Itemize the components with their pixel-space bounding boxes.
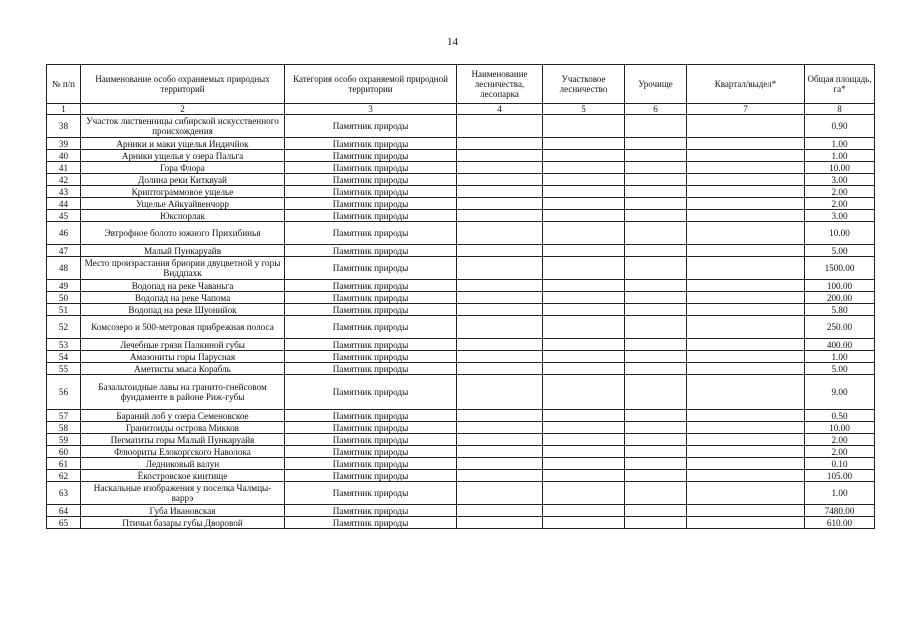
total-area: 2.00 [805,446,875,458]
territory-name: Лечебные грязи Палкиной губы [81,339,285,351]
row-number: 54 [47,351,81,363]
total-area: 9.00 [805,375,875,410]
territory-name: Комсозеро и 500-метровая прибрежная полоса [81,316,285,339]
forestry-name [457,210,543,222]
total-area: 10.00 [805,222,875,245]
forestry-name [457,245,543,257]
forestry-name [457,304,543,316]
row-number: 51 [47,304,81,316]
district-forestry [543,363,625,375]
quarter-section [687,351,805,363]
district-forestry [543,351,625,363]
quarter-section [687,505,805,517]
table-row [47,162,875,174]
district-forestry [543,482,625,505]
district-forestry [543,150,625,162]
territory-category: Памятник природы [285,316,457,339]
column-header: Общая площадь, га* [805,65,875,104]
forestry-name [457,363,543,375]
column-header: № п/п [47,65,81,104]
table-row [47,245,875,257]
quarter-section [687,434,805,446]
tract [625,280,687,292]
territory-name: Гранитоиды острова Микков [81,422,285,434]
tract [625,186,687,198]
territory-category: Памятник природы [285,505,457,517]
column-header: Квартал/выдел* [687,65,805,104]
row-number: 65 [47,517,81,529]
row-number: 40 [47,150,81,162]
row-number: 46 [47,222,81,245]
territory-name: Место произрастания бриории двуцветной у горы Виддпахк [81,257,285,280]
territory-category: Памятник природы [285,410,457,422]
territory-category: Памятник природы [285,458,457,470]
table-row [47,470,875,482]
row-number: 59 [47,434,81,446]
quarter-section [687,115,805,138]
territory-category: Памятник природы [285,186,457,198]
total-area: 400.00 [805,339,875,351]
territory-name: Амазониты горы Парусная [81,351,285,363]
tract [625,482,687,505]
territory-name: Гора Флора [81,162,285,174]
row-number: 60 [47,446,81,458]
quarter-section [687,257,805,280]
total-area: 3.00 [805,174,875,186]
column-index: 7 [687,104,805,115]
territory-name: Эвтрофное болото южного Прихибинья [81,222,285,245]
territory-category: Памятник природы [285,280,457,292]
forestry-name [457,186,543,198]
quarter-section [687,198,805,210]
territory-category: Памятник природы [285,434,457,446]
row-number: 45 [47,210,81,222]
forestry-name [457,150,543,162]
tract [625,304,687,316]
quarter-section [687,316,805,339]
territory-name: Птичьи базары губы Дворовой [81,517,285,529]
forestry-name [457,292,543,304]
forestry-name [457,222,543,245]
total-area: 1.00 [805,138,875,150]
row-number: 43 [47,186,81,198]
row-number: 39 [47,138,81,150]
table-row [47,410,875,422]
tract [625,422,687,434]
tract [625,434,687,446]
forestry-name [457,198,543,210]
forestry-name [457,517,543,529]
territory-category: Памятник природы [285,245,457,257]
tract [625,210,687,222]
row-number: 52 [47,316,81,339]
territory-category: Памятник природы [285,174,457,186]
quarter-section [687,162,805,174]
forestry-name [457,410,543,422]
quarter-section [687,339,805,351]
tract [625,458,687,470]
column-index: 8 [805,104,875,115]
forestry-name [457,470,543,482]
forestry-name [457,422,543,434]
column-index: 4 [457,104,543,115]
territory-name: Водопад на реке Шуонийок [81,304,285,316]
quarter-section [687,222,805,245]
total-area: 2.00 [805,186,875,198]
district-forestry [543,174,625,186]
district-forestry [543,422,625,434]
column-header: Категория особо охраняемой природной территории [285,65,457,104]
table-row [47,280,875,292]
total-area: 2.00 [805,198,875,210]
table-row [47,375,875,410]
territory-category: Памятник природы [285,257,457,280]
row-number: 44 [47,198,81,210]
column-index: 2 [81,104,285,115]
column-index-row [47,104,875,115]
territory-name: Пегматиты горы Малый Пункаруайв [81,434,285,446]
forestry-name [457,138,543,150]
total-area: 10.00 [805,162,875,174]
forestry-name [457,316,543,339]
territory-name: Водопад на реке Чаваньга [81,280,285,292]
row-number: 64 [47,505,81,517]
table-row [47,304,875,316]
forestry-name [457,434,543,446]
header-row [47,65,875,104]
district-forestry [543,115,625,138]
district-forestry [543,470,625,482]
column-index: 6 [625,104,687,115]
district-forestry [543,245,625,257]
quarter-section [687,245,805,257]
district-forestry [543,280,625,292]
total-area: 5.80 [805,304,875,316]
quarter-section [687,174,805,186]
row-number: 48 [47,257,81,280]
district-forestry [543,505,625,517]
territory-name: Малый Пункаруайв [81,245,285,257]
tract [625,316,687,339]
table-row [47,363,875,375]
territory-category: Памятник природы [285,115,457,138]
table-row [47,339,875,351]
quarter-section [687,375,805,410]
quarter-section [687,150,805,162]
tract [625,446,687,458]
total-area: 1.00 [805,351,875,363]
table-body [47,115,875,529]
total-area: 7480.00 [805,505,875,517]
territory-category: Памятник природы [285,375,457,410]
territory-name: Бараний лоб у озера Семеновское [81,410,285,422]
table-row [47,482,875,505]
table-row [47,210,875,222]
total-area: 610.00 [805,517,875,529]
table-row [47,222,875,245]
table-row [47,186,875,198]
row-number: 55 [47,363,81,375]
table-row [47,292,875,304]
tract [625,470,687,482]
district-forestry [543,446,625,458]
quarter-section [687,458,805,470]
district-forestry [543,339,625,351]
forestry-name [457,174,543,186]
tract [625,162,687,174]
district-forestry [543,162,625,174]
column-header: Наименование лесничества, лесопарка [457,65,543,104]
quarter-section [687,517,805,529]
territory-category: Памятник природы [285,446,457,458]
quarter-section [687,446,805,458]
row-number: 63 [47,482,81,505]
row-number: 62 [47,470,81,482]
total-area: 105.00 [805,470,875,482]
column-header: Урочище [625,65,687,104]
quarter-section [687,482,805,505]
territory-category: Памятник природы [285,292,457,304]
row-number: 50 [47,292,81,304]
table-row [47,138,875,150]
total-area: 0.90 [805,115,875,138]
forestry-name [457,458,543,470]
tract [625,410,687,422]
district-forestry [543,410,625,422]
total-area: 5.00 [805,363,875,375]
forestry-name [457,446,543,458]
quarter-section [687,470,805,482]
quarter-section [687,210,805,222]
territory-name: Наскальные изображения у поселка Чалмцы-варрэ [81,482,285,505]
row-number: 42 [47,174,81,186]
tract [625,363,687,375]
total-area: 100.00 [805,280,875,292]
territory-name: Юкспорлак [81,210,285,222]
district-forestry [543,434,625,446]
table-row [47,351,875,363]
table-row [47,316,875,339]
district-forestry [543,375,625,410]
tract [625,292,687,304]
total-area: 1.00 [805,482,875,505]
tract [625,517,687,529]
territory-category: Памятник природы [285,351,457,363]
forestry-name [457,162,543,174]
total-area: 0.50 [805,410,875,422]
territory-name: Ёкостровское кинтище [81,470,285,482]
forestry-name [457,115,543,138]
quarter-section [687,186,805,198]
territory-category: Памятник природы [285,210,457,222]
row-number: 61 [47,458,81,470]
tract [625,138,687,150]
total-area: 1500.00 [805,257,875,280]
tract [625,375,687,410]
total-area: 3.00 [805,210,875,222]
tract [625,505,687,517]
territory-category: Памятник природы [285,138,457,150]
district-forestry [543,222,625,245]
row-number: 58 [47,422,81,434]
quarter-section [687,304,805,316]
forestry-name [457,257,543,280]
territory-name: Водопад на реке Чапома [81,292,285,304]
tract [625,245,687,257]
territory-category: Памятник природы [285,198,457,210]
total-area: 250.00 [805,316,875,339]
tract [625,115,687,138]
row-number: 38 [47,115,81,138]
table-row [47,446,875,458]
territory-name: Ущелье Айкуайвенчорр [81,198,285,210]
territory-name: Арники и маки ущелья Индичйок [81,138,285,150]
tract [625,198,687,210]
protected-areas-table [46,64,875,529]
tract [625,339,687,351]
quarter-section [687,363,805,375]
quarter-section [687,292,805,304]
territory-category: Памятник природы [285,482,457,505]
page-number: 14 [447,36,458,48]
total-area: 200.00 [805,292,875,304]
territory-category: Памятник природы [285,422,457,434]
tract [625,150,687,162]
column-header: Наименование особо охраняемых природных территорий [81,65,285,104]
table-row [47,115,875,138]
forestry-name [457,351,543,363]
row-number: 56 [47,375,81,410]
territory-name: Аметисты мыса Корабль [81,363,285,375]
district-forestry [543,186,625,198]
table-row [47,517,875,529]
column-index: 3 [285,104,457,115]
row-number: 53 [47,339,81,351]
column-index: 5 [543,104,625,115]
row-number: 41 [47,162,81,174]
quarter-section [687,280,805,292]
total-area: 2.00 [805,434,875,446]
district-forestry [543,257,625,280]
table-row [47,150,875,162]
row-number: 47 [47,245,81,257]
territory-name: Базальтоидные лавы на гранито-гнейсовом фундаменте в районе Риж-губы [81,375,285,410]
quarter-section [687,422,805,434]
territory-name: Арники ущелья у озера Пальга [81,150,285,162]
forestry-name [457,375,543,410]
quarter-section [687,410,805,422]
table-row [47,505,875,517]
row-number: 49 [47,280,81,292]
table-row [47,174,875,186]
district-forestry [543,304,625,316]
territory-name: Участок лиственницы сибирской искусственного происхождения [81,115,285,138]
total-area: 0.10 [805,458,875,470]
district-forestry [543,458,625,470]
territory-name: Ледниковый валун [81,458,285,470]
territory-category: Памятник природы [285,339,457,351]
tract [625,351,687,363]
district-forestry [543,138,625,150]
column-index: 1 [47,104,81,115]
territory-category: Памятник природы [285,517,457,529]
tract [625,222,687,245]
territory-category: Памятник природы [285,304,457,316]
territory-category: Памятник природы [285,470,457,482]
forestry-name [457,280,543,292]
territory-category: Памятник природы [285,162,457,174]
table-row [47,198,875,210]
forestry-name [457,482,543,505]
tract [625,257,687,280]
territory-category: Памятник природы [285,363,457,375]
territory-name: Криптограммовое ущелье [81,186,285,198]
forestry-name [457,339,543,351]
district-forestry [543,198,625,210]
row-number: 57 [47,410,81,422]
table-row [47,434,875,446]
tract [625,174,687,186]
table-row [47,422,875,434]
territory-category: Памятник природы [285,222,457,245]
district-forestry [543,210,625,222]
quarter-section [687,138,805,150]
total-area: 1.00 [805,150,875,162]
district-forestry [543,292,625,304]
column-header: Участковое лесничество [543,65,625,104]
total-area: 10.00 [805,422,875,434]
territory-category: Памятник природы [285,150,457,162]
territory-name: Губа Ивановская [81,505,285,517]
territory-name: Долина реки Китквуай [81,174,285,186]
district-forestry [543,316,625,339]
table-row [47,257,875,280]
table-row [47,458,875,470]
district-forestry [543,517,625,529]
territory-name: Флюориты Елокоргского Наволока [81,446,285,458]
total-area: 5.00 [805,245,875,257]
forestry-name [457,505,543,517]
